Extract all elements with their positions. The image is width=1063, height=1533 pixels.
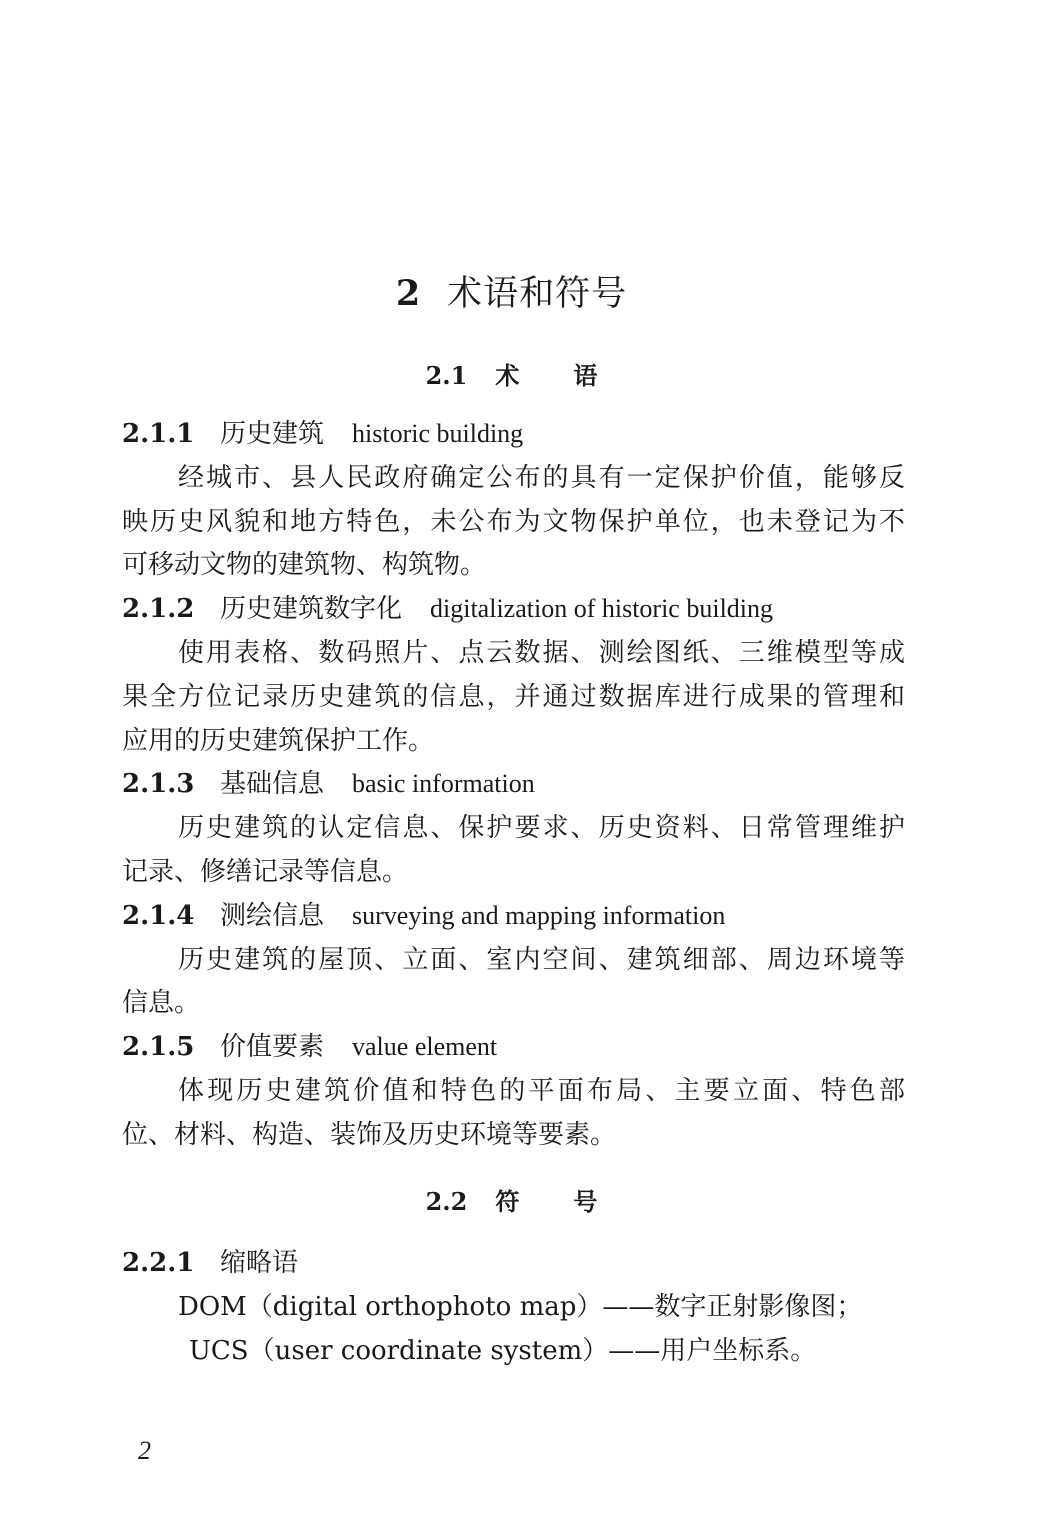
chapter-title-text: 术语和符号 [447,274,628,314]
section-title-part: 语 [573,361,598,390]
term-chinese: 测绘信息 [220,900,325,931]
chapter-title [0,266,1023,316]
clause-number: 2.1.2 [122,594,195,625]
term-english: surveying and mapping information [352,900,726,930]
abbreviation-item: DOM（digital orthophoto map）——数字正射影像图； [178,1292,863,1322]
term-heading [122,587,905,631]
term-heading [122,412,905,456]
term-heading [122,894,905,938]
term-english: basic information [352,769,535,799]
definition-line: 经城市、县人民政府确定公布的具有一定保护价值，能够反 [178,462,905,493]
clause-number: 2.1.4 [122,900,195,931]
definition-line: 应用的历史建筑保护工作。 [122,725,435,756]
clause-title: 缩略语 [220,1248,299,1278]
term-chinese: 历史建筑 [220,419,325,449]
definition-line: 使用表格、数码照片、点云数据、测绘图纸、三维模型等成 [178,638,905,668]
term-heading [122,762,905,806]
clause-number: 2.1.1 [122,419,195,449]
section-number: 2.1 [425,361,468,390]
section-title-part: 术 [495,361,520,390]
term-english: value element [352,1032,498,1062]
section-title-part: 符 [495,1187,520,1216]
term-chinese: 价值要素 [220,1032,325,1063]
section-heading-symbols [0,1182,1023,1217]
definition-line: 可移动文物的建筑物、构筑物。 [122,550,487,581]
definition-line: 信息。 [122,988,201,1019]
term-chinese: 历史建筑数字化 [220,594,403,625]
section-number: 2.2 [425,1187,468,1216]
clause-number: 2.2.1 [122,1248,195,1278]
definition-line: 历史建筑的屋顶、立面、室内空间、建筑细部、周边环境等 [178,944,905,975]
section-title-part: 号 [573,1187,598,1216]
term-heading [122,1025,905,1069]
page-number: 2 [138,1436,151,1465]
section-heading-terms [0,356,1023,391]
definition-line: 映历史风貌和地方特色，未公布为文物保护单位，也未登记为不 [122,506,905,537]
term-chinese: 基础信息 [220,769,325,800]
clause-number: 2.1.5 [122,1032,195,1063]
chapter-number: 2 [395,273,422,314]
term-english: digitalization of historic building [430,594,774,624]
definition-line: 历史建筑的认定信息、保护要求、历史资料、日常管理维护 [178,813,905,844]
term-english: historic building [352,419,524,448]
definition-line: 体现历史建筑价值和特色的平面布局、主要立面、特色部 [178,1076,905,1106]
definition-line: 果全方位记录历史建筑的信息，并通过数据库进行成果的管理和 [122,681,905,712]
abbr-heading [122,1241,905,1285]
abbreviation-item: UCS（user coordinate system）——用户坐标系。 [189,1336,817,1366]
clause-number: 2.1.3 [122,769,195,800]
definition-line: 记录、修缮记录等信息。 [122,857,409,887]
definition-line: 位、材料、构造、装饰及历史环境等要素。 [122,1119,617,1150]
